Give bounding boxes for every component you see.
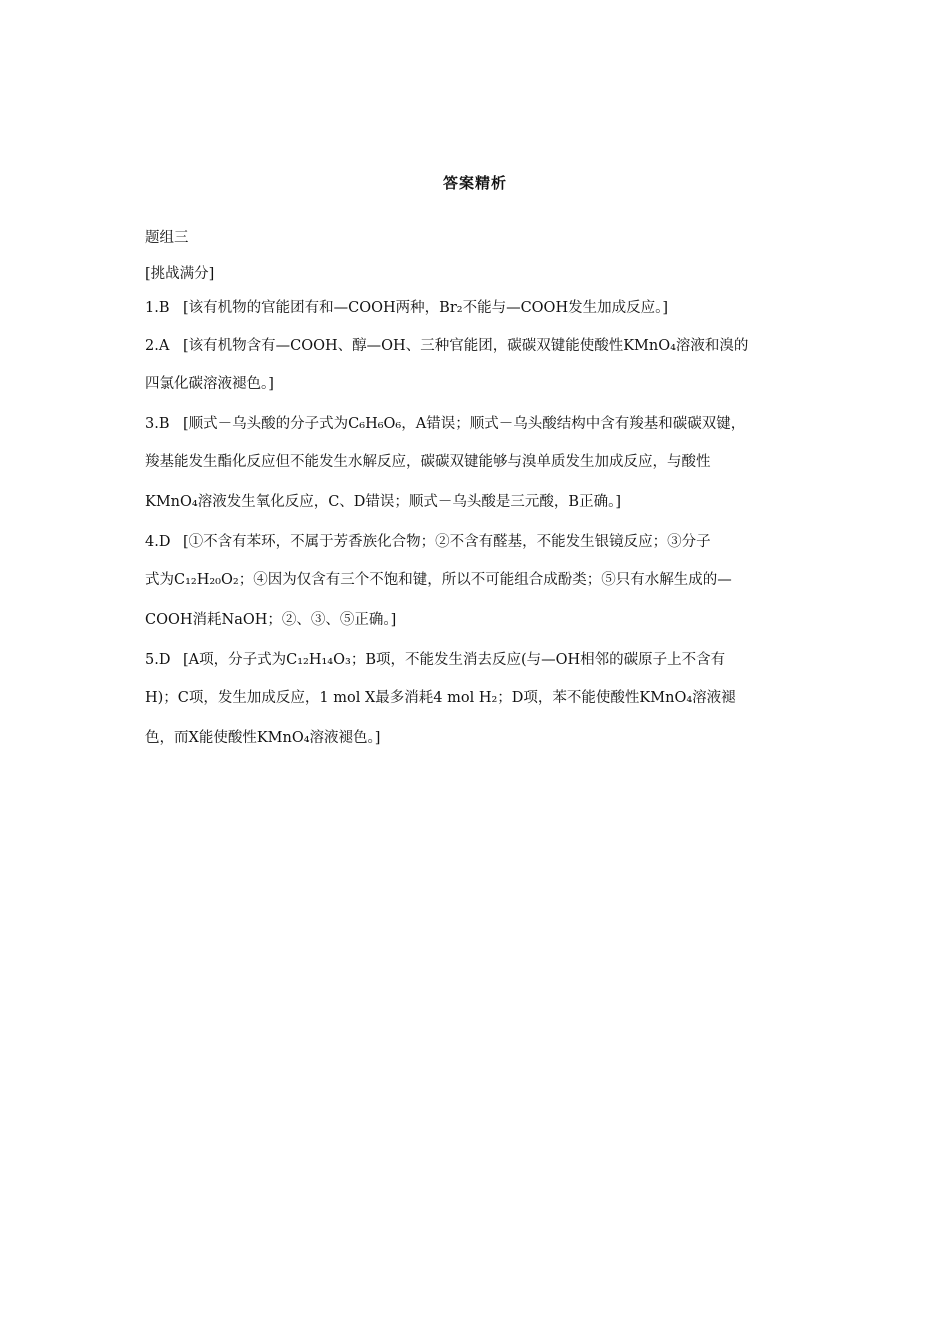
answer-text: [该有机物含有—COOH、醇—OH、三种官能团，碳碳双键能使酸性KMnO₄溶液和溴的 xyxy=(183,338,749,354)
answer-line: 色，而X能使酸性KMnO₄溶液褪色。] xyxy=(145,730,381,746)
answer-line: 式为C₁₂H₂₀O₂；④因为仅含有三个不饱和键，所以不可能组合成酚类；⑤只有水解生成的— xyxy=(145,572,732,588)
answer-text: [A项，分子式为C₁₂H₁₄O₃；B项，不能发生消去反应(与—OH相邻的碳原子上不含有 xyxy=(183,652,726,668)
subsection-heading: [挑战满分] xyxy=(145,266,215,282)
answer-content xyxy=(145,228,810,748)
answer-item-4 xyxy=(145,532,810,630)
answer-item-3 xyxy=(145,414,810,512)
answer-item-1 xyxy=(145,298,810,318)
answer-line: 羧基能发生酯化反应但不能发生水解反应，碳碳双键能够与溴单质发生加成反应，与酸性 xyxy=(145,454,711,470)
answer-item-5 xyxy=(145,650,810,748)
answer-line: KMnO₄溶液发生氧化反应，C、D错误；顺式－乌头酸是三元酸，B正确。] xyxy=(145,494,621,510)
answer-number: 2.A xyxy=(145,338,170,354)
answer-item-2 xyxy=(145,336,810,394)
answer-line: H)；C项，发生加成反应，1 mol X最多消耗4 mol H₂；D项，苯不能使酸性KMnO₄溶液褪 xyxy=(145,690,736,706)
answer-text: [顺式－乌头酸的分子式为C₆H₆O₆，A错误；顺式－乌头酸结构中含有羧基和碳碳双键， xyxy=(183,416,746,432)
answer-number: 1.B xyxy=(145,300,170,316)
answer-line: COOH消耗NaOH；②、③、⑤正确。] xyxy=(145,612,397,628)
answer-number: 4.D xyxy=(145,534,171,550)
answer-line: 四氯化碳溶液褪色。] xyxy=(145,376,274,392)
answer-line xyxy=(145,336,810,356)
answer-number: 5.D xyxy=(145,652,171,668)
answer-number: 3.B xyxy=(145,416,170,432)
answer-line xyxy=(145,650,810,670)
answer-text: [①不含有苯环，不属于芳香族化合物；②不含有醛基，不能发生银镜反应；③分子 xyxy=(183,534,711,550)
page-title: 答案精析 xyxy=(442,174,507,192)
answer-line xyxy=(145,532,810,552)
answer-line xyxy=(145,414,810,434)
answer-line xyxy=(145,298,810,318)
answer-text: [该有机物的官能团有和—COOH两种，Br₂不能与—COOH发生加成反应。] xyxy=(183,300,668,316)
section-heading: 题组三 xyxy=(145,230,189,246)
